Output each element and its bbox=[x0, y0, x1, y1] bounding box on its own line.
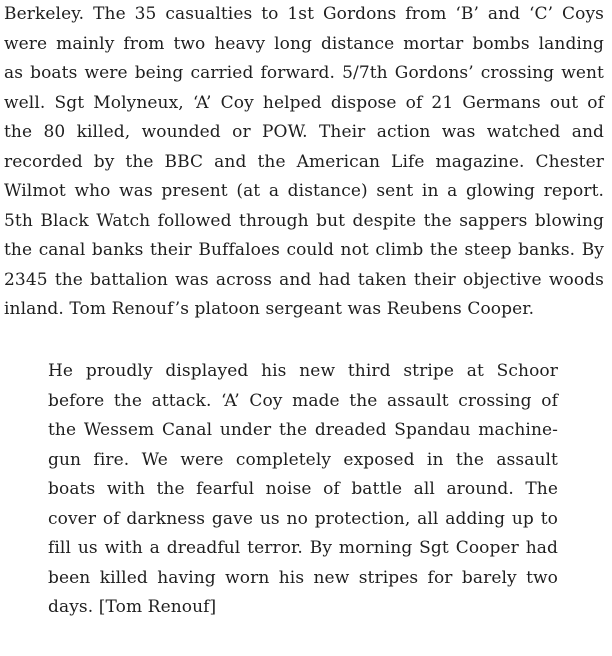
paragraph-line: 2345 the battalion was across and had taken their objective woods bbox=[4, 269, 604, 290]
paragraph-line: Berkeley. The 35 casualties to 1st Gordons from ‘B’ and ‘C’ Coys bbox=[4, 4, 604, 24]
paragraph-line: as boats were being carried forward. 5/7th Gordons’ crossing went bbox=[4, 63, 604, 83]
block-quote bbox=[48, 357, 558, 623]
paragraph-line: recorded by the BBC and the American Life magazine. Chester bbox=[4, 151, 604, 172]
quote-line: before the attack. ‘A’ Coy made the assault crossing of bbox=[48, 390, 558, 411]
main-paragraph bbox=[4, 0, 604, 325]
quote-line: boats with the fearful noise of battle all around. The bbox=[48, 479, 558, 499]
quote-line: the Wessem Canal under the dreaded Spandau machine- bbox=[48, 420, 558, 440]
paragraph-line: the canal banks their Buffaloes could not climb the steep banks. By bbox=[4, 240, 604, 260]
paragraph-line: inland. Tom Renouf’s platoon sergeant was Reubens Cooper. bbox=[4, 299, 535, 319]
quote-line: He proudly displayed his new third stripe at Schoor bbox=[48, 361, 558, 381]
paragraph-line: were mainly from two heavy long distance mortar bombs landing bbox=[4, 33, 604, 54]
paragraph-line: well. Sgt Molyneux, ‘A’ Coy helped dispose of 21 Germans out of bbox=[4, 92, 604, 113]
quote-line: gun fire. We were completely exposed in the assault bbox=[48, 449, 558, 470]
paragraph-line: 5th Black Watch followed through but despite the sappers blowing bbox=[4, 210, 604, 231]
quote-line: cover of darkness gave us no protection, all adding up to bbox=[48, 508, 558, 529]
quote-line: fill us with a dreadful terror. By morning Sgt Cooper had bbox=[48, 538, 558, 558]
paragraph-line: the 80 killed, wounded or POW. Their action was watched and bbox=[4, 122, 604, 142]
quote-line: been killed having worn his new stripes for barely two bbox=[48, 567, 558, 588]
quote-line: days. [Tom Renouf] bbox=[48, 597, 217, 617]
paragraph-line: Wilmot who was present (at a distance) sent in a glowing report. bbox=[4, 181, 604, 201]
